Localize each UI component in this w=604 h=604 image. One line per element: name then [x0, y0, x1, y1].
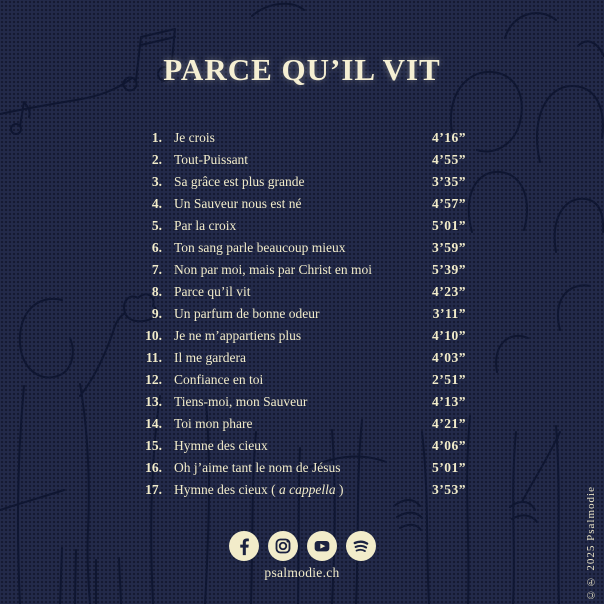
youtube-icon[interactable] — [307, 531, 337, 561]
track-row — [138, 347, 466, 369]
track-title: Un Sauveur nous est né — [174, 196, 302, 211]
track-title: Toi mon phare — [174, 416, 253, 431]
track-duration: 3’11” — [432, 306, 466, 321]
track-number: 12. — [145, 372, 162, 387]
track-duration: 3’35” — [432, 174, 466, 189]
track-title: Je crois — [174, 130, 215, 145]
track-title: Sa grâce est plus grande — [174, 174, 305, 189]
track-duration: 5’01” — [432, 460, 466, 475]
track-number: 15. — [145, 438, 162, 453]
track-title: Oh j’aime tant le nom de Jésus — [174, 460, 341, 475]
track-title: Par la croix — [174, 218, 237, 233]
track-duration: 4’03” — [432, 350, 466, 365]
track-title: Il me gardera — [174, 350, 246, 365]
facebook-icon[interactable] — [229, 531, 259, 561]
track-duration: 4’13” — [432, 394, 466, 409]
website-url[interactable]: psalmodie.ch — [264, 565, 340, 580]
track-row — [138, 479, 466, 501]
track-title: Je ne m’appartiens plus — [174, 328, 302, 343]
track-row — [138, 325, 466, 347]
track-number: 1. — [151, 130, 162, 145]
track-row — [138, 149, 466, 171]
track-number: 14. — [145, 416, 162, 431]
track-title: Confiance en toi — [174, 372, 264, 387]
track-row — [138, 413, 466, 435]
track-title: Tout-Puissant — [174, 152, 249, 167]
track-number: 6. — [151, 240, 162, 255]
spotify-icon[interactable] — [346, 531, 376, 561]
track-number: 7. — [151, 262, 162, 277]
track-row — [138, 303, 466, 325]
track-duration: 4’55” — [432, 152, 466, 167]
copyright-credit: ©℗ 2025 Psalmodie — [585, 485, 597, 600]
track-title: Parce qu’il vit — [174, 284, 251, 299]
instagram-icon[interactable] — [268, 531, 298, 561]
track-duration: 2’51” — [432, 372, 466, 387]
track-duration: 4’21” — [432, 416, 466, 431]
track-number: 11. — [145, 350, 162, 365]
track-duration: 4’10” — [432, 328, 466, 343]
track-title: Un parfum de bonne odeur — [174, 306, 320, 321]
track-row — [138, 259, 466, 281]
track-duration: 4’23” — [432, 284, 466, 299]
track-row — [138, 281, 466, 303]
track-row — [138, 391, 466, 413]
track-row — [138, 215, 466, 237]
track-number: 5. — [151, 218, 162, 233]
track-title: Non par moi, mais par Christ en moi — [174, 262, 372, 277]
track-row — [138, 193, 466, 215]
track-number: 4. — [151, 196, 162, 211]
track-duration: 3’53” — [432, 482, 466, 497]
track-number: 8. — [151, 284, 162, 299]
track-title: Tiens-moi, mon Sauveur — [174, 394, 308, 409]
track-number: 2. — [151, 152, 162, 167]
track-number: 13. — [145, 394, 162, 409]
track-number: 10. — [145, 328, 162, 343]
track-title: Hymne des cieux ( a cappella ) — [174, 482, 344, 497]
track-row — [138, 369, 466, 391]
track-row — [138, 457, 466, 479]
track-duration: 5’01” — [432, 218, 466, 233]
track-number: 17. — [145, 482, 162, 497]
track-row — [138, 237, 466, 259]
track-number: 3. — [151, 174, 162, 189]
track-row — [138, 171, 466, 193]
track-title: Ton sang parle beaucoup mieux — [174, 240, 346, 255]
social-links-row — [0, 531, 604, 561]
track-number: 16. — [145, 460, 162, 475]
album-title: PARCE QU’IL VIT — [163, 52, 441, 87]
track-duration: 4’16” — [432, 130, 466, 145]
track-duration: 4’57” — [432, 196, 466, 211]
track-row — [138, 435, 466, 457]
track-title: Hymne des cieux — [174, 438, 268, 453]
track-list — [138, 127, 466, 501]
track-duration: 4’06” — [432, 438, 466, 453]
track-duration: 5’39” — [432, 262, 466, 277]
track-duration: 3’59” — [432, 240, 466, 255]
track-number: 9. — [151, 306, 162, 321]
track-row — [138, 127, 466, 149]
